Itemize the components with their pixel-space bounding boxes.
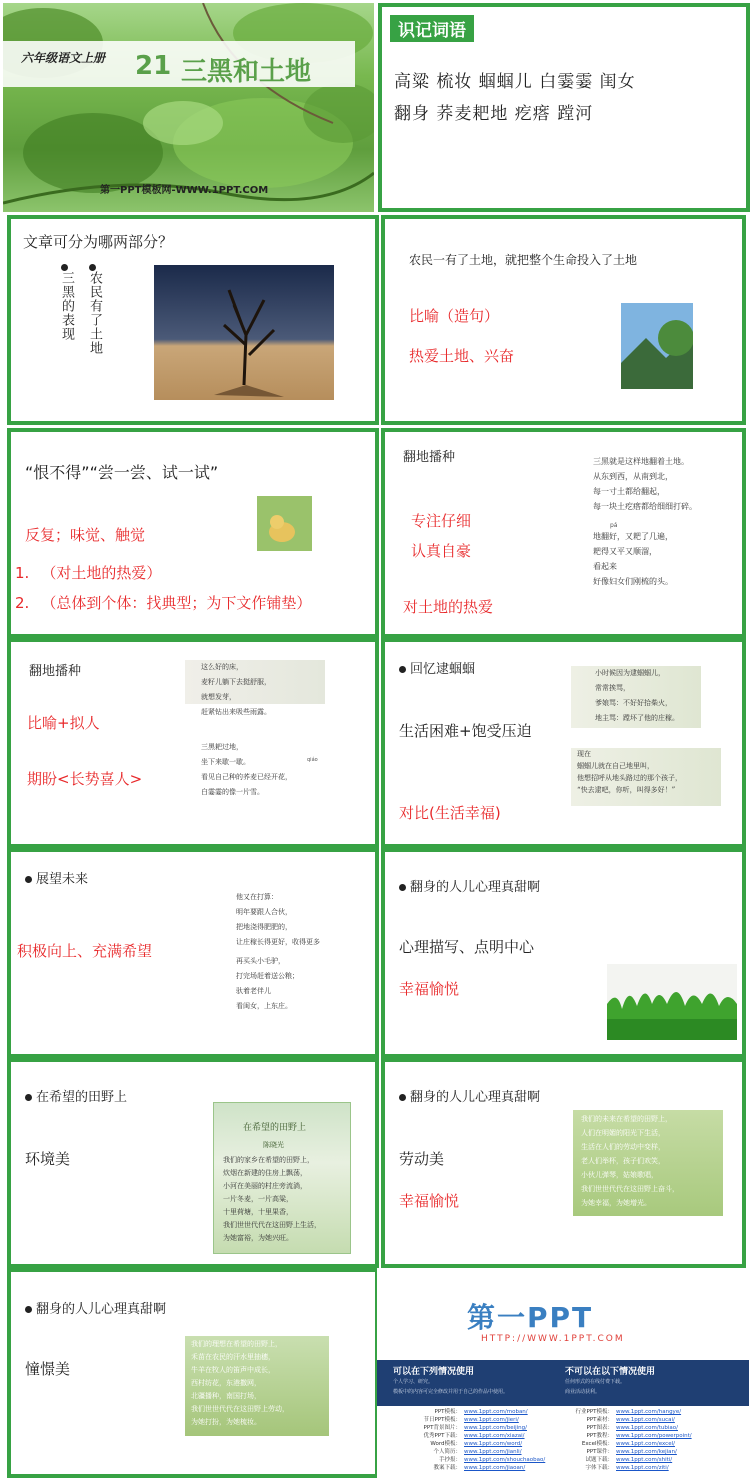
poem-excerpt-2: 再买头小毛驴， 打完场赶着送公粮； 驮着老伴儿 看闺女，上东庄。	[236, 957, 299, 1010]
slide-title: 在希望的田野上	[25, 1086, 127, 1105]
slide-repetition[interactable]	[7, 428, 379, 638]
link-row	[569, 1432, 744, 1440]
poem-excerpt-2: 现在 蝈蝈儿就在自己地里叫， 他想招呼从地头路过的那个孩子， “快去逮吧，你听，叫得多好！”	[577, 750, 682, 794]
item-2-number: 2.	[15, 594, 30, 612]
link-label: PPT课件：	[586, 1449, 613, 1455]
link-label: PPT图表：	[586, 1425, 613, 1431]
grass-photo	[607, 964, 737, 1040]
brand-logo: 第一PPT	[467, 1301, 594, 1334]
bullet-dot	[89, 264, 96, 271]
link-label: 教案下载：	[433, 1465, 461, 1471]
slide-title: 回忆逮蝈蝈	[399, 658, 475, 677]
slide-plowing-2[interactable]	[7, 638, 379, 848]
song-lyrics: 我们的理想在希望的田野上， 禾苗在农民的汗水里抽穗， 牛羊在牧人的笛声中成长， 西村纺花，东港撒网， 北疆播种，南国打场， 我们世世代代在这田野上劳动， 为她打扮，为她梳妆。	[191, 1340, 289, 1426]
link-url[interactable]: www.1ppt.com/sucai/	[616, 1417, 675, 1423]
part-1-label: 农民有了土地	[87, 271, 102, 355]
cannot-use-title: 不可以在以下情况使用	[565, 1367, 656, 1377]
item-1	[15, 562, 161, 583]
poem-excerpt-1: 小时候因为逮蝈蝈儿， 常常挨骂， 爹娘骂：不好好拾柴火， 地主骂：蹚坏了他的庄稼。	[595, 669, 679, 722]
vocab-line-2: 翻身 荞麦耙地 疙瘩 蹚河	[394, 104, 594, 124]
can-use-title: 可以在下列情况使用	[393, 1367, 475, 1377]
link-row	[569, 1464, 744, 1472]
link-row	[569, 1416, 744, 1424]
part-2-label: 三黑的表现	[59, 271, 74, 341]
cannot-use-2: 商业活动获利。	[565, 1389, 601, 1395]
bullet-dot	[399, 884, 406, 891]
bullet-dot	[25, 876, 32, 883]
link-url[interactable]: www.1ppt.com/jiaoan/	[464, 1465, 526, 1471]
slide-title: 翻身的人儿心理真甜啊	[25, 1298, 166, 1317]
point-a: 比喻（造句）	[409, 307, 500, 325]
example-sentence: 农民一有了土地，就把整个生命投入了土地	[409, 253, 638, 267]
lesson-title: 三黑和土地	[181, 57, 312, 87]
song-lyrics: 我们的家乡在希望的田野上， 炊烟在新建的住房上飘荡， 小河在美丽的村庄旁流淌， 一片冬麦，一片高粱， 十里荷塘，十里果香， 我们世世代代在这田野上生活， 为她富裕，为她兴旺。	[223, 1156, 321, 1242]
grade-label: 六年级语文上册	[21, 51, 106, 65]
item-1-number: 1.	[15, 564, 30, 582]
link-row	[569, 1408, 744, 1416]
pinyin-annotation: qiáo	[307, 757, 318, 763]
link-url[interactable]: www.1ppt.com/ziti/	[616, 1465, 669, 1471]
bullet-dot	[399, 666, 406, 673]
point-a: 积极向上、充满希望	[17, 942, 153, 960]
link-row	[569, 1448, 744, 1456]
cannot-use-1: 任何形式的在线付费下载。	[565, 1379, 626, 1385]
question-text: 文章可分为哪两部分？	[23, 233, 174, 251]
link-row	[569, 1456, 744, 1464]
point-a: 心理描写、点明中心	[399, 938, 535, 956]
link-label: 优秀PPT下载：	[423, 1433, 461, 1439]
slide-plowing-1[interactable]	[381, 428, 746, 638]
slide-title: 翻身的人儿心理真甜啊	[399, 1086, 540, 1105]
section-tag: 识记词语	[390, 15, 474, 42]
point-a: 生活困难+饱受压迫	[399, 722, 532, 740]
link-url[interactable]: www.1ppt.com/excel/	[616, 1441, 675, 1447]
link-row	[417, 1464, 567, 1472]
link-url[interactable]: www.1ppt.com/shouchaobao/	[464, 1457, 546, 1463]
link-url[interactable]: www.1ppt.com/jianli/	[464, 1449, 522, 1455]
link-label: PPT素材：	[586, 1417, 613, 1423]
point-a: 劳动美	[399, 1150, 445, 1168]
lesson-number: 21	[135, 51, 172, 81]
link-row	[417, 1424, 567, 1432]
link-url[interactable]: www.1ppt.com/moban/	[464, 1409, 528, 1415]
link-url[interactable]: www.1ppt.com/shiti/	[616, 1457, 673, 1463]
poem-excerpt-1: 这么好的床， 麦籽儿躺下去挺舒服， 就想发芽， 赶紧钻出来吸些雨露。	[201, 663, 271, 716]
slide-sweet-heart-3[interactable]	[7, 1268, 379, 1478]
footer-watermark: 第一PPT模板网-WWW.1PPT.COM	[100, 185, 269, 196]
point-c: 对土地的热爱	[403, 598, 494, 616]
links-right	[569, 1408, 744, 1472]
slide-metaphor[interactable]	[381, 215, 746, 425]
slide-sweet-heart-2[interactable]	[381, 1058, 746, 1268]
link-label: 试题下载：	[585, 1457, 613, 1463]
item-1-text: （对土地的热爱）	[41, 564, 162, 582]
slide-title: 翻身的人儿心理真甜啊	[399, 876, 540, 895]
link-url[interactable]: www.1ppt.com/word/	[464, 1441, 523, 1447]
link-url[interactable]: www.1ppt.com/hangye/	[616, 1409, 682, 1415]
point-b: 对比(生活幸福)	[399, 804, 501, 822]
can-use-2: 模板中的内容可完全修改并用于自己的作品中使用。	[393, 1389, 509, 1395]
link-row	[417, 1440, 567, 1448]
link-label: 个人简历：	[433, 1449, 461, 1455]
link-row	[417, 1432, 567, 1440]
point-b: 期盼<长势喜人>	[27, 770, 143, 788]
link-row	[417, 1456, 567, 1464]
point-b: 幸福愉悦	[399, 1192, 460, 1210]
slide-field-hope[interactable]	[7, 1058, 379, 1268]
slide-title: 翻地播种	[29, 664, 82, 679]
quote-text: “恨不得”“尝一尝、试一试”	[25, 463, 219, 482]
item-2-text: （总体到个体：找典型；为下文作铺垫）	[41, 594, 312, 612]
brand-url[interactable]: HTTP://WWW.1PPT.COM	[481, 1334, 625, 1344]
slide-structure[interactable]	[7, 215, 379, 425]
song-lyrics: 我们的未来在希望的田野上， 人们在明媚的阳光下生活， 生活在人们的劳动中变样， 老人们举杯，孩子们欢笑， 小伙儿弹琴，姑娘歌唱， 我们世世代代在这田野上奋斗， 为她幸福，为她增光。	[581, 1115, 679, 1207]
mountain-photo	[621, 303, 693, 389]
link-label: 字体下载：	[585, 1465, 613, 1471]
link-row	[417, 1416, 567, 1424]
slide-title: 翻地播种	[403, 450, 456, 465]
links-left	[417, 1408, 567, 1472]
slide-title: 展望未来	[25, 868, 88, 887]
link-row	[569, 1424, 744, 1432]
bullet-dot	[25, 1094, 32, 1101]
technique-label: 反复；味觉、触觉	[25, 526, 146, 544]
point-b: 认真自豪	[411, 542, 472, 560]
link-label: Excel模板：	[581, 1441, 613, 1447]
link-url[interactable]: www.1ppt.com/xiazai/	[464, 1433, 525, 1439]
link-label: 手抄报：	[438, 1457, 461, 1463]
slide-sweet-heart-1[interactable]	[381, 848, 746, 1058]
point-a: 环境美	[25, 1150, 71, 1168]
link-label: Word模板：	[430, 1441, 461, 1447]
point-a: 憧憬美	[25, 1360, 71, 1378]
dry-tree-photo	[154, 265, 334, 400]
link-url[interactable]: www.1ppt.com/beijing/	[464, 1425, 528, 1431]
slide-future[interactable]	[7, 848, 379, 1058]
item-2	[15, 592, 311, 613]
bullet-dot	[61, 264, 68, 271]
point-b: 热爱土地、兴奋	[409, 347, 515, 365]
point-a: 专注仔细	[411, 512, 472, 530]
slide-vocabulary[interactable]	[378, 3, 750, 212]
link-label: PPT教程：	[586, 1433, 613, 1439]
link-url[interactable]: www.1ppt.com/jieri/	[464, 1417, 519, 1423]
poem-excerpt-1: 他又在打算： 明年要跟人合伙， 把地浇得肥肥的， 让庄稼长得更好，收得更多	[236, 893, 320, 946]
link-url[interactable]: www.1ppt.com/powerpoint/	[616, 1433, 692, 1439]
link-label: PPT模板：	[434, 1409, 461, 1415]
link-url[interactable]: www.1ppt.com/kejian/	[616, 1449, 677, 1455]
point-a: 比喻+拟人	[27, 714, 100, 732]
link-label: PPT背景图片：	[423, 1425, 461, 1431]
pinyin-annotation: pá	[610, 522, 618, 529]
slide-credits[interactable]	[377, 1268, 749, 1478]
link-row	[417, 1448, 567, 1456]
slide-cover[interactable]	[3, 3, 374, 212]
song-author: 陈晓光	[263, 1141, 284, 1149]
link-row	[417, 1408, 567, 1416]
song-title: 在希望的田野上	[243, 1123, 307, 1133]
vocab-line-1: 高粱 梳妆 蝈蝈儿 白霎霎 闺女	[394, 72, 636, 92]
link-url[interactable]: www.1ppt.com/tubiao/	[616, 1425, 678, 1431]
link-label: 行业PPT模板：	[575, 1409, 613, 1415]
can-use-1: 个人学习、研究。	[393, 1379, 434, 1385]
bullet-dot	[399, 1094, 406, 1101]
poem-excerpt: 三黑就是这样地翻着土地。 从东到西，从南到北， 每一寸土都给翻起， 每一块土疙瘩都给细细打碎。 地翻好，又耙了几遍， 耙得又平又顺溜， 看起来 好像妇女们刚梳的头。	[593, 457, 697, 586]
bullet-dot	[25, 1306, 32, 1313]
poem-excerpt-2: 三黑耙过地， 坐下来歇一歇。 看见自己种的荞麦已经开花， 白霎霎的像一片雪。	[201, 743, 292, 796]
duckling-photo	[257, 496, 312, 551]
link-row	[569, 1440, 744, 1448]
link-label: 节日PPT模板：	[423, 1417, 461, 1423]
slide-crickets[interactable]	[381, 638, 746, 848]
point-b: 幸福愉悦	[399, 980, 460, 998]
